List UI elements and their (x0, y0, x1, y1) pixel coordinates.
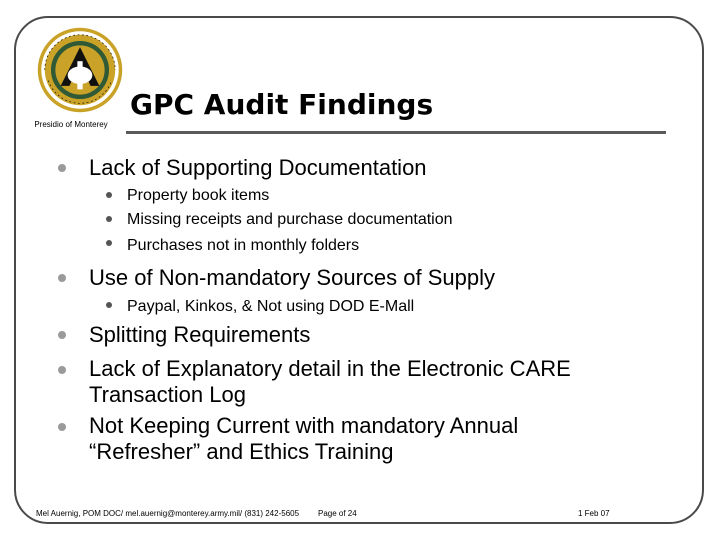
footer-date: 1 Feb 07 (578, 509, 610, 518)
sub-bullet-dot (106, 240, 112, 246)
sub-bullet-text: Property book items (127, 187, 270, 204)
sub-bullet-dot (106, 216, 112, 222)
footer-contact: Mel Auernig, POM DOC/ mel.auernig@monterey.army.mil/ (831) 242-5605 (36, 509, 300, 518)
sub-bullet-text: Missing receipts and purchase documentation (127, 211, 453, 228)
bullet-text: Lack of Explanatory detail in the Electronic CARE (89, 356, 571, 381)
bullet-text-continuation: Transaction Log (89, 382, 246, 407)
title-rule (126, 131, 666, 134)
bullet-dot (58, 423, 66, 431)
bullet-dot (58, 274, 66, 282)
bullet-dot (58, 164, 66, 172)
bullet-text: Splitting Requirements (89, 322, 311, 347)
acquisition-corps-seal-icon (36, 26, 124, 114)
location-label: Presidio of Monterey (34, 120, 108, 129)
sub-bullet-text: Purchases not in monthly folders (127, 237, 360, 254)
bullet-text: Lack of Supporting Documentation (89, 155, 427, 180)
bullet-dot (58, 366, 66, 374)
slide-title: GPC Audit Findings (130, 88, 434, 121)
sub-bullet-dot (106, 302, 112, 308)
bullet-text: Not Keeping Current with mandatory Annual (89, 413, 519, 438)
sub-bullet-text: Paypal, Kinkos, & Not using DOD E-Mall (127, 298, 415, 315)
footer-page-number: Page of 24 (318, 509, 357, 518)
sub-bullet-dot (106, 192, 112, 198)
bullet-text: Use of Non-mandatory Sources of Supply (89, 265, 495, 290)
bullet-dot (58, 331, 66, 339)
bullet-text-continuation: “Refresher” and Ethics Training (89, 439, 394, 464)
